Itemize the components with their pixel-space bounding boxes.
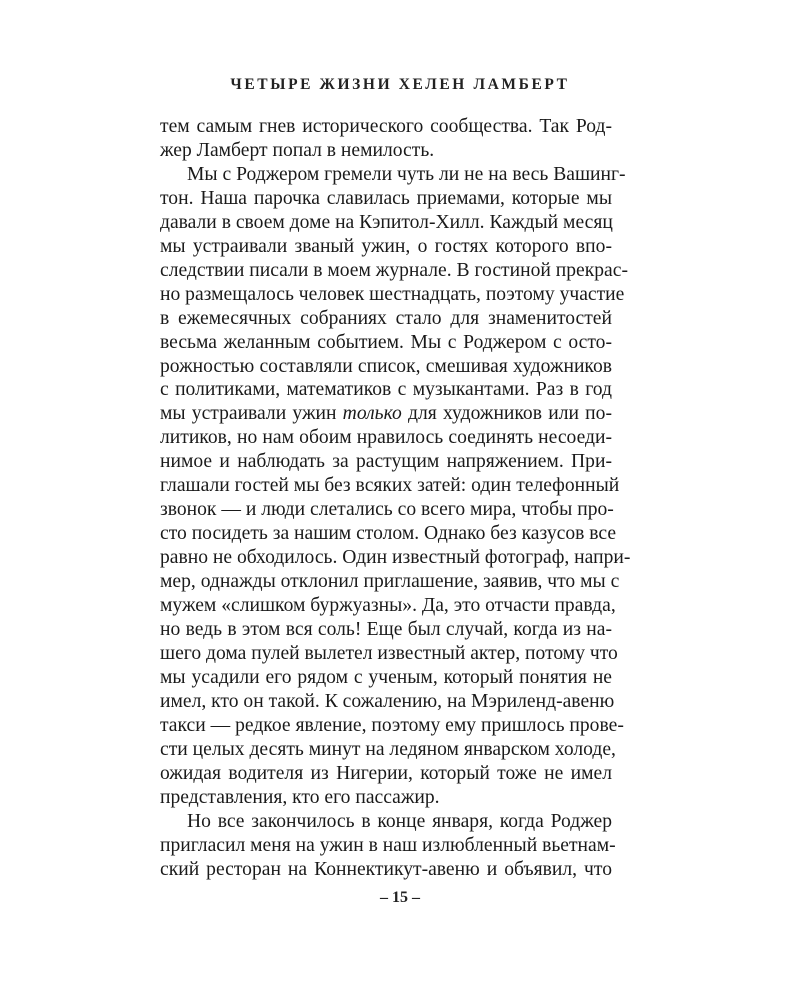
- text-line: ский ресторан на Коннектикут-авеню и объявил, что: [160, 858, 612, 880]
- running-header: ЧЕТЫРЕ ЖИЗНИ ХЕЛЕН ЛАМБЕРТ: [230, 76, 570, 93]
- text-line: но ведь в этом вся соль! Еще был случай, когда из на-: [160, 619, 612, 641]
- text-line: мы усадили его рядом с ученым, который понятия не: [160, 666, 612, 688]
- text-line: весьма желанным событием. Мы с Роджером с осто-: [160, 331, 612, 353]
- text-line: но размещалось человек шестнадцать, поэтому участие: [160, 283, 625, 305]
- text-line: глашали гостей мы без всяких затей: один телефонный: [160, 475, 620, 497]
- text-line: представления, кто его пассажир.: [160, 786, 440, 808]
- text-line: мы устраивали званый ужин, о гостях которого впо-: [160, 235, 612, 257]
- text-line: давали в своем доме на Кэпитол-Хилл. Каждый месяц: [160, 211, 613, 233]
- text-line: такси — редкое явление, поэтому ему пришлось прове-: [160, 714, 624, 736]
- text-line: звонок — и люди слетались со всего мира, чтобы про-: [160, 499, 614, 521]
- text-line: пригласил меня на ужин в наш излюбленный вьетнам-: [160, 834, 616, 856]
- text-line: ожидая водителя из Нигерии, который тоже не имел: [160, 762, 612, 784]
- text-line: имел, кто он такой. К сожалению, на Мэриленд-авеню: [160, 690, 615, 712]
- body-text: [160, 115, 631, 882]
- text-line: мужем «слишком буржуазны». Да, это отчасти правда,: [160, 595, 616, 617]
- text-line: тон. Наша парочка славилась приемами, которые мы: [160, 187, 612, 209]
- text-line: рожностью составляли список, смешивая художников: [160, 355, 612, 377]
- text-segment: для художников или по-: [401, 403, 612, 425]
- text-line: в ежемесячных собраниях стало для знаменитостей: [160, 307, 612, 329]
- text-line: литиков, но нам обоим нравилось соединять несоеди-: [160, 427, 612, 449]
- text-line: Но все закончилось в конце января, когда Роджер: [187, 810, 612, 832]
- text-line: Мы с Роджером гремели чуть ли не на весь Вашинг-: [187, 163, 626, 185]
- page-number: – 15 –: [380, 889, 420, 906]
- text-line: мер, однажды отклонил приглашение, заявив, что мы с: [160, 571, 620, 593]
- text-line: шего дома пулей вылетел известный актер, потому что: [160, 642, 618, 664]
- text-line: равно не обходилось. Один известный фотограф, напри-: [160, 547, 631, 569]
- text-segment: мы устраивали ужин: [160, 403, 343, 425]
- text-line: сти целых десять минут на ледяном январском холоде,: [160, 738, 616, 760]
- text-line: тем самым гнев исторического сообщества. Так Род-: [160, 116, 612, 137]
- text-line: [160, 402, 612, 426]
- text-line: жер Ламберт попал в немилость.: [160, 139, 435, 161]
- text-line: сто посидеть за нашим столом. Однако без казусов все: [160, 523, 617, 545]
- italic-emphasis: только: [342, 403, 402, 425]
- text-line: нимое и наблюдать за растущим напряжением. При-: [160, 451, 612, 473]
- text-line: с политиками, математиков с музыкантами. Раз в год: [160, 379, 612, 401]
- text-line: следствии писали в моем журнале. В гостиной прекрас-: [160, 259, 628, 281]
